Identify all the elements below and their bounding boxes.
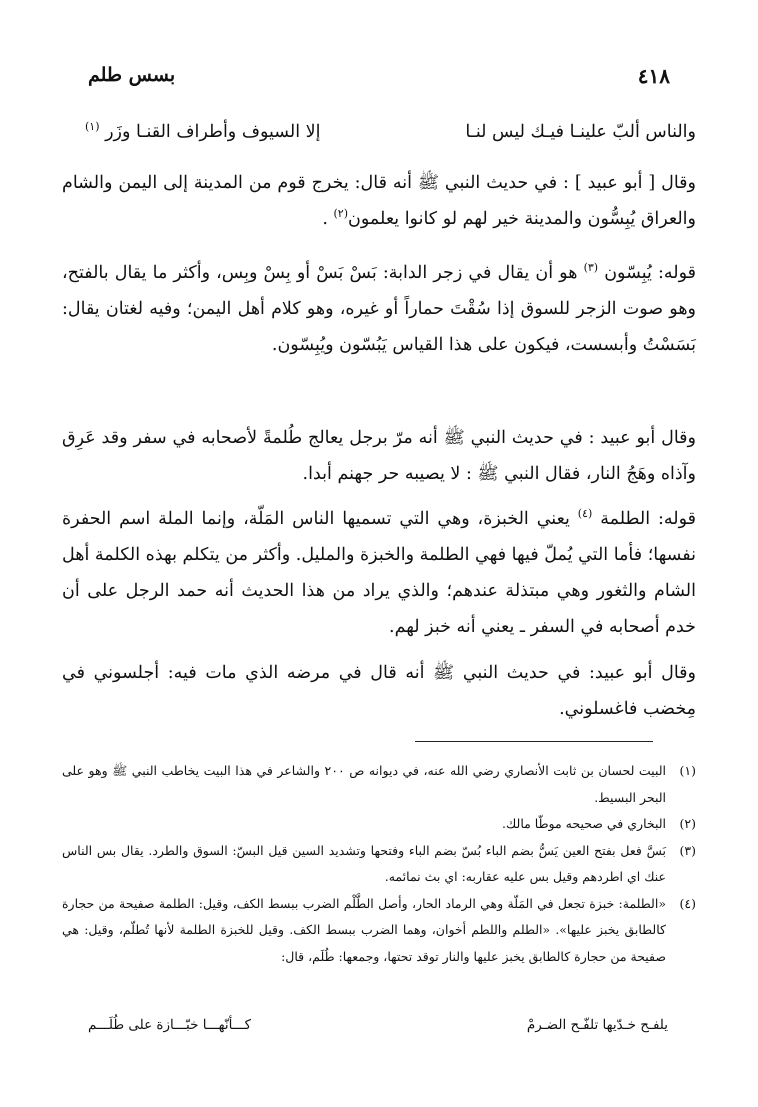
footnote [62, 758, 696, 811]
footnote [62, 838, 696, 891]
footnotes [62, 758, 696, 970]
footnote-poetry-verse [88, 1017, 668, 1043]
footnote-marker: (٣) [583, 261, 599, 275]
verse-hemistich-left: كـــأنّهـــا خبّـــازة على طُلَـــم [88, 1017, 252, 1033]
paragraph-text: وقال [ أبو عبيد ] : في حديث النبي ﷺ أنه قال: يخرج قوم من المدينة إلى اليمن والشام والعراق يُبِسُّون والمدينة خير لهم لو كانوا يعلمون [62, 173, 696, 229]
paragraph [62, 255, 696, 363]
footnote-number: (٤) [679, 895, 696, 911]
footnote-number: (٢) [679, 816, 696, 831]
footnote-text: بَسَّ فعل بفتح العين يَسُّ بضم الباء بُسّ بضم الباء وفتحها وتشديد السين قيل البسّ: السوق والطرد. يقال بس الناس عنك اي اطردهم وقيل بس عليه عقاربه: اي بث نمائمه. [62, 842, 666, 884]
verse-hemistich-left-text: إلا السيوف وأطراف القنـا وزَر [105, 122, 321, 142]
footnote-number: (٣) [679, 842, 696, 858]
paragraph [62, 655, 696, 727]
page-number: ٤١٨ [637, 64, 670, 88]
running-head: بسس طلم [88, 64, 176, 86]
verse-hemistich-right: يلفـح خـدّيها تلفّـح الضـرمْ [526, 1017, 668, 1033]
paragraph-text-end: هو أن يقال في زجر الدابة: بَسْ بَسْ أو بِسْ وبِس، وأكثر ما يقال بالفتح، وهو صوت الزجر للسوق إذا سُقْتَ حماراً أو غيره، وهو كلام أهل اليمن؛ وفيه لغتان يقال: بَسَسْتُ وأبسست، فيكون على هذا القياس يَبُسّون ويُبِسّون. [62, 263, 696, 355]
paragraph [62, 420, 696, 492]
footnote-number: (١) [679, 763, 696, 778]
paragraph-text: وقال أبو عبيد : في حديث النبي ﷺ أنه مرّ برجل يعالج طُلمةً لأصحابه في سفر وقد عَرِق وآذاه وهَجُ النار، فقال النبي ﷺ : لا يصيبه حر جهنم أبدا. [62, 428, 696, 484]
paragraph-text: قوله: الطلمة [600, 509, 697, 529]
paragraph [62, 501, 696, 645]
footnote-marker: (٤) [577, 507, 593, 521]
footnote-marker: (٢) [333, 207, 349, 221]
paragraph-text-end: يعني الخبزة، وهي التي تسميها الناس المَلّة، وإنما الملة اسم الحفرة نفسها؛ فأما التي يُملّ فيها فهي الطلمة والخبزة والمليل. وأكثر من يتكلم بهذه الكلمة أهل الشام والثغور وهي مبتذلة عندهم؛ والذي يراد من هذا الحديث أنه حمد الرجل على أن خدم أصحابه في السفر ـ يعني أنه خبز لهم. [62, 509, 696, 637]
footnote-text: «الطلمة: خبزة تجعل في المَلّة وهي الرماد الحار، وأصل الطَّلْم الضرب ببسط الكف، وقيل: الطلمة صفيحة من حجارة كالطابق يخبز عليها». «الطلم واللطم أخوان، وهما الضرب ببسط الكف. وقيل للخبزة الطلمة لأنها تُطلّم، وقيل: هي صفيحة من حجارة كالطابق يخبز عليها والنار توقد تحتها، وجمعها: طُلَم، قال: [62, 895, 666, 964]
verse-hemistich-right: والناس ألبّ علينـا فيـك ليس لنـا [465, 122, 696, 142]
paragraph [62, 165, 696, 237]
footnote-text: البيت لحسان بن ثابت الأنصاري رضي الله عنه، في ديوانه ص ٢٠٠ والشاعر في هذا البيت يخاطب النبي ﷺ وهو على البحر البسيط. [62, 763, 667, 805]
verse-hemistich-left [85, 117, 321, 147]
footnote-text: البخاري في صحيحه موطّا مالك. [502, 816, 666, 831]
footnote-divider [415, 741, 653, 742]
paragraph-text-end: . [322, 209, 334, 229]
paragraph-text: قوله: يُبِسّون [604, 263, 696, 283]
footnote [62, 891, 696, 971]
page-header [88, 64, 670, 94]
footnote-marker: (١) [85, 120, 100, 134]
paragraph-text: وقال أبو عبيد: في حديث النبي ﷺ أنه قال في مرضه الذي مات فيه: أجلسوني في مِخضب فاغسلوني. [62, 663, 696, 719]
poetry-verse [85, 117, 696, 151]
footnote [62, 811, 696, 838]
